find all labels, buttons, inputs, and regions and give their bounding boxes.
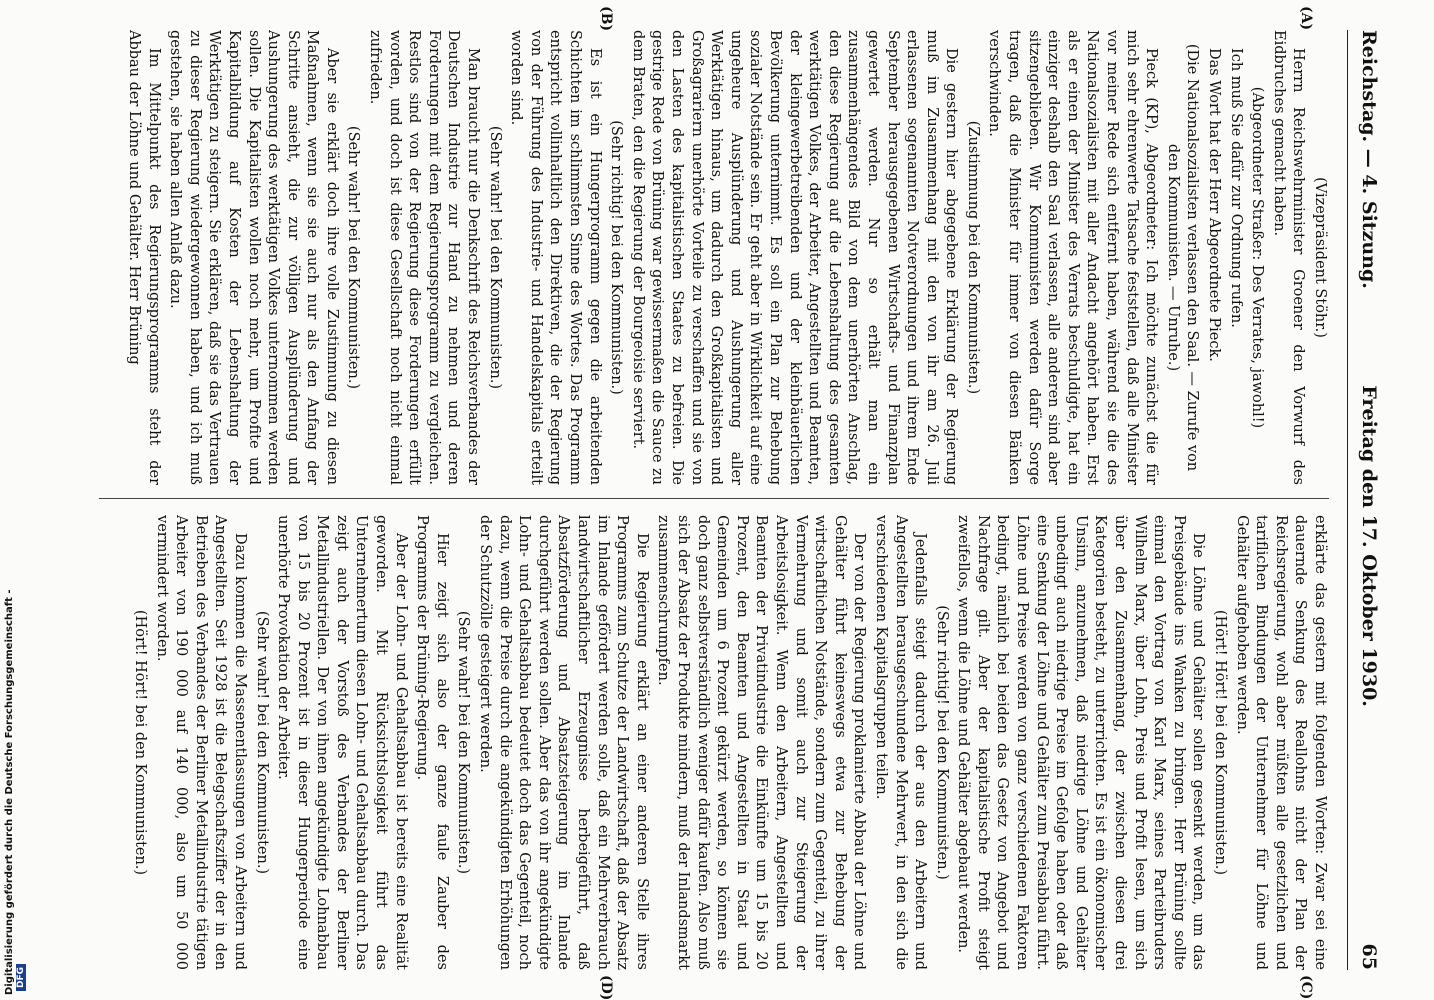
interjection-paragraph: (Sehr wahr! bei den Kommunisten.): [486, 125, 503, 390]
body-paragraph: Aber der Lohn- und Gehaltsabbau ist bereits eine Realität geworden. Mit Rücksichtslosigkeit führt das Unternehmertum diesen Lohn- und Gehaltsabbau durch. Das zeigt auch der Vorstoß des Verbandes der Berliner Metallindustriellen. Der von ihnen angekündigte Lohnabbau von 15 bis 20 Prozent ist in dieser Hungerperiode eine unerhörte Provokation der Arbeiter.: [275, 515, 409, 970]
interjection-paragraph: (Die Nationalsozialisten verlassen den Saal. — Zurufe von den Kommunisten. — Unruhe.): [1164, 43, 1201, 472]
column-divider: [99, 498, 1329, 499]
body-paragraph: Die Löhne und Gehälter sollen gesenkt werden, um das Preisgebäude ins Wanken zu bringen. Herr Brüning sollte einmal den Vortrag von Karl Marx, seines Parteibruders Wilhelm Marx, über Lohn, Preis und Profit lesen, um sich über den Zusammenhang, der zwischen diesen drei Kategorien besteht, zu unterrichten. Es ist ein ökonomischer Unsinn, anzunehmen, daß niedrige Löhne und Gehälter unbedingt auch niedrige Preise im Gefolge haben oder daß eine Senkung der Löhne und Gehälter zum Preisabbau führt. Löhne und Preise werden von ganz verschiedenen Faktoren bedingt, nämlich bei beiden das Gesetz von Angebot und Nachfrage gilt. Aber der kapitalistische Profit steigt zweifellos, wenn die Löhne und Gehälter abgebaut werden.: [955, 515, 1207, 970]
header-title: Reichstag. — 4. Sitzung.: [1358, 30, 1380, 289]
margin-marker-b: (B): [598, 6, 614, 32]
interjection-paragraph: (Sehr richtig! bei den Kommunisten.): [933, 605, 950, 880]
body-paragraph: Im Mittelpunkt des Regierungsprogramms steht der Abbau der Löhne und Gehälter. Herr Brüning: [125, 30, 162, 485]
credit-text: Digitalisierung gefördert durch die Deutsche Forschungsgemeinschaft -: [4, 589, 15, 995]
interjection-paragraph: (Hört! Hört! bei den Kommunisten.): [131, 609, 148, 876]
interjection-paragraph: (Vizepräsident Stöhr.): [1312, 177, 1328, 338]
digitization-credit: [4, 565, 26, 995]
dfg-logo: DFG: [16, 964, 26, 991]
margin-marker-a: (A): [1298, 6, 1314, 31]
interjection-paragraph: (Sehr wahr! bei den Kommunisten.): [253, 610, 270, 875]
interjection-paragraph: (Abgeordneter Straßer: Des Verrates, jawohl!): [1249, 86, 1266, 429]
body-paragraph: Das Wort hat der Herr Abgeordnete Pieck.: [1206, 48, 1223, 362]
right-text-column: [99, 515, 1329, 970]
interjection-paragraph: (Zustimmung bei den Kommunisten.): [964, 120, 981, 395]
header-date: Freitag den 17. Oktober 1930.: [1358, 385, 1380, 707]
body-paragraph: Ich muß Sie dafür zur Ordnung rufen.: [1227, 48, 1244, 328]
margin-marker-d: (D): [598, 975, 614, 1000]
page-number: 65: [1358, 943, 1380, 970]
interjection-paragraph: (Sehr wahr! bei den Kommunisten.): [455, 610, 472, 875]
body-paragraph: Man braucht nur die Denkschrift des Reichsverbandes der Deutschen Industrie zur Hand zu nehmen und deren Forderungen mit dem Regierungsprogramm zu vergleichen. Restlos sind von der Regierung diese Forderungen erfüllt worden, und doch ist diese Gesellschaft noch nicht einmal zufrieden.: [367, 30, 482, 485]
header-rule: [1347, 30, 1348, 970]
interjection-paragraph: (Sehr richtig! bei den Kommunisten.): [608, 120, 625, 395]
body-paragraph: Jedenfalls steigt dadurch der aus den Arbeitern und Angestellten herausgeschundene Mehrwert, in den sich die verschiedenen Kapitalsgruppen teilen.: [872, 515, 929, 970]
body-paragraph: Der von der Regierung proklamierte Abbau der Löhne und Gehälter führt keineswegs etwa zur Behebung der wirtschaftlichen Notstände, sondern zum Gegenteil, zu ihrer Vermehrung und somit auch zur Steigerung der Arbeitslosigkeit. Wenn den Arbeitern, Angestellten und Beamten der Privatindustrie die Einkünfte um 15 bis 20 Prozent, den Beamten und Angestellten in Staat und Gemeinden um 6 Prozent gekürzt werden, so können sie doch ganz selbstverständlich weniger dafür kaufen. Also muß sich der Absatz der Produkte mindern, muß der Inlandsmarkt zusammenschrumpfen.: [655, 515, 868, 970]
body-paragraph: Aber sie erklärt doch ihre volle Zustimmung zu diesen Maßnahmen, wenn sie sie auch nur als den Anfang der Schritte ansieht, die zur völligen Ausplünderung und Aushungerung des werktätigen Volkes unternommen werden sollen. Die Kapitalisten wollen noch mehr, um Profite und Kapitalbildung auf Kosten der Lebenshaltung der Werktätigen zu steigern. Sie erklären, daß sie das Vertrauen zu dieser Regierung wiedergewonnen haben, und ich muß gestehen, sie haben allen Anlaß dazu.: [167, 30, 340, 485]
body-paragraph: Die Regierung erklärt an einer anderen Stelle ihres Programms zum Schutze der Landwirtschaft, daß der Absatz im Inlande gefördert werden solle, daß ein Mehrverbrauch landwirtschaftlicher Erzeugnisse herbeigeführt, daß Absatzförderung und Absatzsteigerung im Inlande durchgeführt werden sollen. Aber das von ihr angekündigte Lohn- und Gehaltsabbau bedeutet doch das Gegenteil, noch dazu, wenn die Preise durch die angekündigten Erhöhungen der Schutzzölle gesteigert werden.: [477, 515, 650, 970]
interjection-paragraph: (Hört! Hört! bei den Kommunisten.): [1212, 609, 1229, 876]
body-paragraph: Herrn Reichswehrminister Groener den Vorwurf des Eidbruches gemacht haben.: [1270, 30, 1307, 485]
body-paragraph: Dazu kommen die Massenentlassungen von Arbeitern und Angestellten. Seit 1928 ist die Belegschaftsziffer der in den Betrieben des Verbandes der Berliner Metallindustrie tätigen Arbeiter von 190 000 auf 140 000, also um 50 000 vermindert worden.: [153, 515, 248, 970]
page-header: [1344, 30, 1394, 970]
interjection-paragraph: (Sehr wahr! bei den Kommunisten.): [345, 125, 362, 390]
body-paragraph: Die gestern hier abgegebene Erklärung der Regierung muß im Zusammenhang mit den von ihr am 26. Juli erlassenen sogenannten Notverordnungen und ihrem Ende September herausgegebenen Wirtschafts- und Finanzplan gewertet werden. Nur so erhält man ein zusammenhängendes Bild von dem unerhörten Anschlag, den diese Regierung auf die Lebenshaltung des gesamten werktätigen Volkes, der Arbeiter, Angestellten und Beamten, der kleingewerbetreibenden und der kleinbäuerlichen Bevölkerung unternimmt. Es soll ein Plan zur Behebung sozialer Notstände sein. Er geht aber in Wirklichkeit auf eine ungeheure Ausplünderung und Aushungerung aller Werktätigen hinaus, um dadurch den Großkapitalisten und Großagrariern unerhörte Vorteile zu verschaffen und sie von den Lasten des kapitalistischen Staates zu befreien. Die gestrige Rede von Brüning war gewissermaßen die Sauce zu dem Braten, den die Regierung der Bourgeoisie serviert.: [629, 30, 960, 485]
body-paragraph: Pieck (KP), Abgeordneter: Ich möchte zunächst die für mich sehr ehrenwerte Tatsache feststellen, daß alle Minister vor meiner Rede sich entfernt haben, während sie die des Nationalsozialisten mit aller Andacht angehört haben. Erst als er einen der Minister des Verrats beschuldigte, hat ein einziger deshalb den Saal verlassen, alle anderen sind aber sitzengeblieben. Wir Kommunisten werden dafür Sorge tragen, daß die Minister für immer von diesen Bänken verschwinden.: [986, 30, 1160, 485]
header-date-page: [1358, 385, 1380, 970]
body-paragraph: Es ist ein Hungerprogramm gegen die arbeitenden Schichten im schlimmsten Sinne des Wortes. Das Programm entspricht vollinhaltlich den Direktiven, die der Regierung von der Führung des Industrie- und Handelskapitals erteilt worden sind.: [508, 30, 603, 485]
left-text-column: [99, 30, 1329, 485]
margin-marker-c: (C): [1298, 975, 1314, 1000]
body-paragraph: Hier zeigt sich also der ganze faule Zauber des Programms der Brüning-Regierung.: [414, 515, 450, 970]
body-paragraph: erklärte das gestern mit folgenden Worten: Zwar sei eine dauernde Senkung des Reallohns nicht der Plan der Reichsregierung, wohl aber müßten alle gesetzlichen und tariflichen Bindungen der Unternehmer für Löhne und Gehälter aufgehoben werden.: [1233, 515, 1328, 970]
